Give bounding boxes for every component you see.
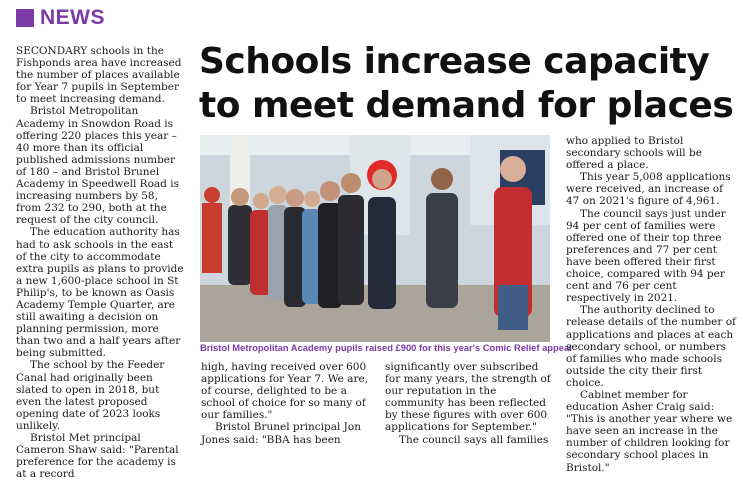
paragraph: significantly over subscribed for many years, the strength of our reputation in the community has been reflected by these figures with over 600 applications for September." [385, 361, 551, 434]
paragraph: who applied to Bristol secondary schools will be offered a place. [566, 135, 702, 172]
paragraph: The council says just under 94 per cent of families were offered one of their top three preferences and 77 per cent have been offered their first choice, compared with 94 per cent and 76 per cent respectively in 2021. [566, 207, 726, 305]
section-header [16, 6, 105, 30]
article-column-2 [201, 361, 371, 446]
paragraph: This year 5,008 applications were received, an increase of 47 on 2021's figure of 4,961. [566, 171, 731, 208]
headline [199, 40, 739, 128]
paragraph: The school by the Feeder Canal had originally been slated to open in 2018, but even the latest proposed opening date of 2023 looks unlikely. [16, 359, 165, 432]
paragraph: Bristol Brunel principal Jon Jones said: "BBA has been [201, 421, 361, 446]
paragraph: SECONDARY schools in the Fishponds area have increased the number of places available for Year 7 pupils in September to meet increasing demand. [16, 45, 182, 106]
article-column-1 [16, 45, 184, 480]
headline-line-2: to meet demand for places [199, 85, 734, 126]
paragraph: The education authority has had to ask schools in the east of the city to accommodate extra pupils as plans to provide a new 1,600-place school in St Philip's, to be known as Oasis Academy Temple Quarter, are still awaiting a decision on planning permission, more than two and a half years after being submitted. [16, 226, 184, 360]
paragraph: The authority declined to release details of the number of applications and places at each secondary school, or numbers of families who made schools outside the city their first choice. [566, 304, 736, 389]
paragraph: Bristol Metropolitan Academy in Snowdon Road is offering 220 places this year – 40 more than its official published admissions number of 180 – and Bristol Brunel Academy in Speedwell Road is increasing numbers by 58, from 232 to 290, both at the request of the city council. [16, 105, 179, 227]
photo-caption: Bristol Metropolitan Academy pupils raised £900 for this year's Comic Relief appeal [200, 342, 572, 353]
paragraph: high, having received over 600 applications for Year 7. We are, of course, delighted to be a school of choice for so many of our families." [201, 361, 369, 422]
section-marker [16, 9, 34, 27]
paragraph: The council says all families [399, 433, 549, 446]
article-photo [200, 135, 550, 342]
paragraph: Cabinet member for education Asher Craig said: "This is another year where we have seen an increase in the number of children looking for secondary school places in Bristol." [566, 388, 733, 474]
headline-line-1: Schools increase capacity [199, 41, 710, 82]
pupils-photo-illustration [200, 135, 550, 342]
article-column-3 [385, 361, 555, 446]
article-column-4 [566, 135, 738, 474]
paragraph: Bristol Met principal Cameron Shaw said: "Parental preference for the academy is at a record [16, 432, 179, 480]
section-label: NEWS [40, 6, 105, 29]
